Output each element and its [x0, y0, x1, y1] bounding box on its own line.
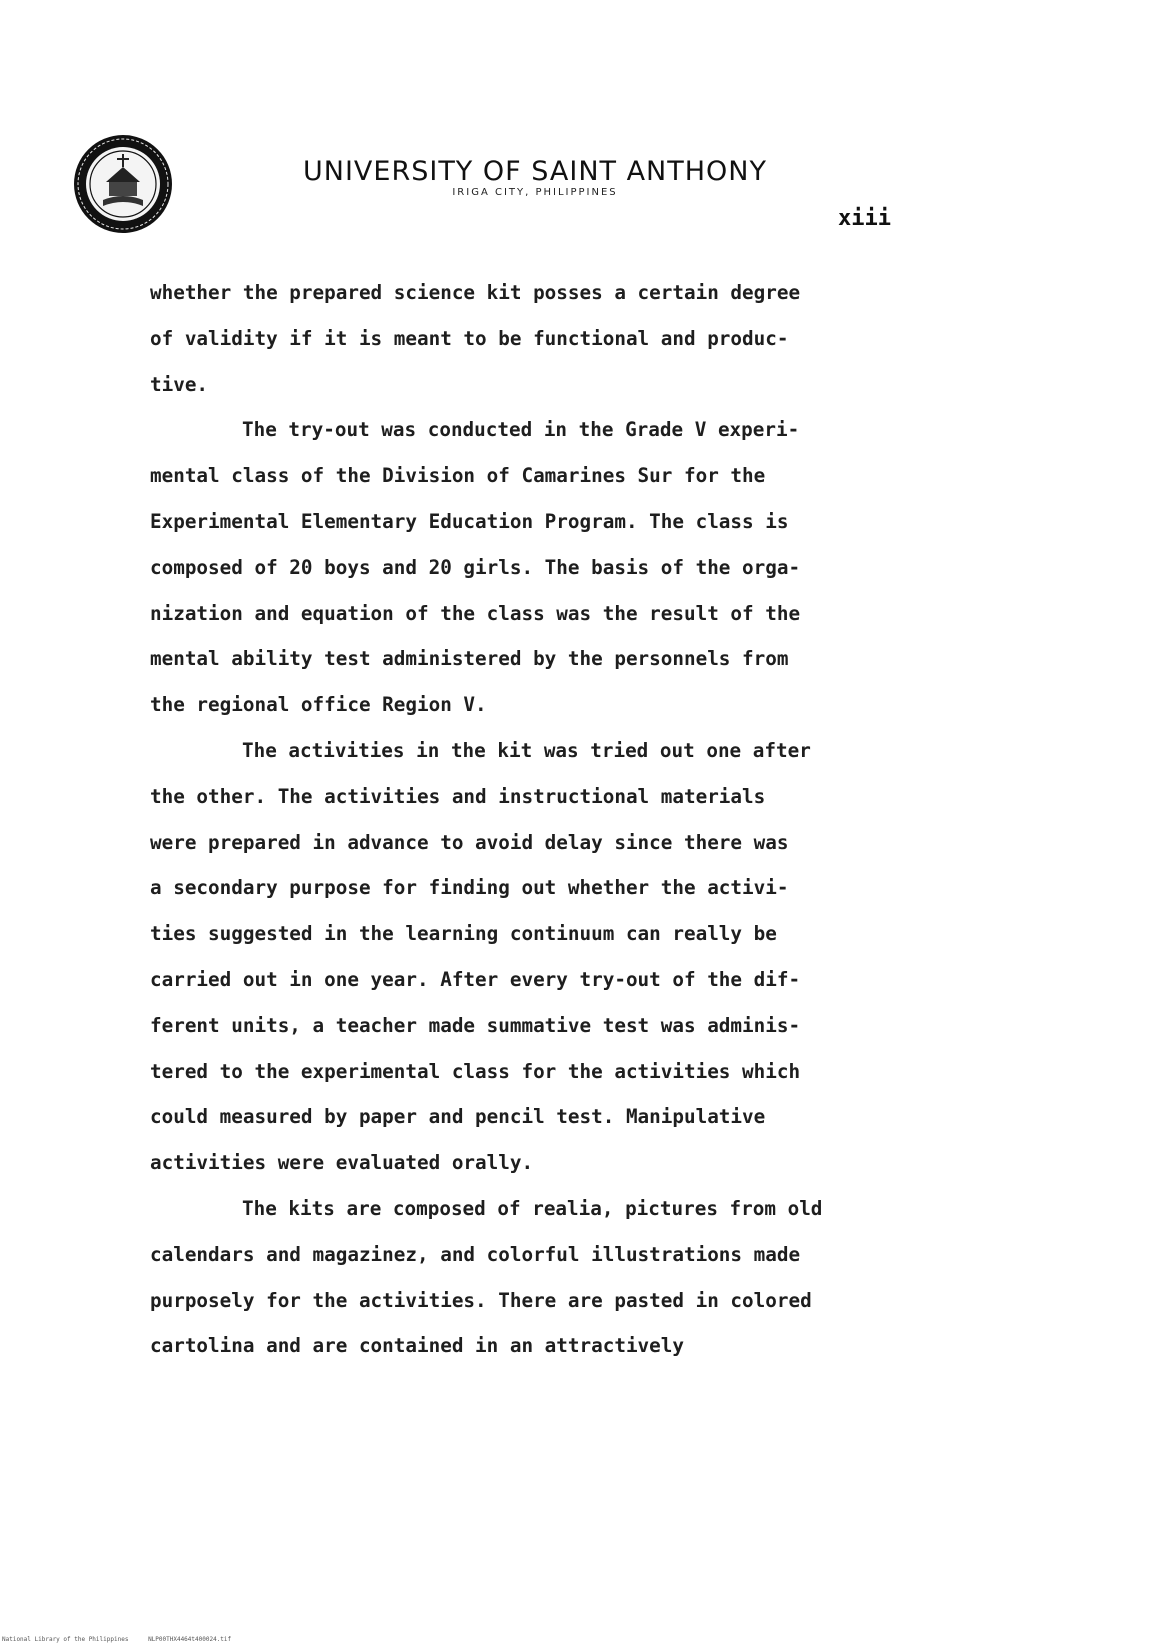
text-line: cartolina and are contained in an attractively [150, 1334, 684, 1358]
page-number: xiii [838, 206, 891, 231]
university-seal-logo [73, 134, 173, 234]
text-line: whether the prepared science kit posses a certain degree [150, 281, 801, 304]
text-line: the other. The activities and instructional materials [150, 784, 766, 808]
text-line: tive. [150, 372, 209, 396]
scan-footer [2, 1636, 231, 1643]
text-line: were prepared in advance to avoid delay since there was [150, 830, 789, 854]
text-line: ties suggested in the learning continuum can really be [150, 922, 777, 946]
text-line: mental ability test administered by the personnels from [150, 647, 789, 671]
text-line: calendars and magazinez, and colorful illustrations made [150, 1242, 801, 1266]
document-body [150, 270, 910, 1369]
text-line: carried out in one year. After every try-out of the dif- [150, 967, 801, 991]
text-line: a secondary purpose for finding out whether the activi- [150, 876, 789, 900]
text-line: activities were evaluated orally. [150, 1151, 534, 1175]
text-line: tered to the experimental class for the activities which [150, 1059, 801, 1083]
text-line: of validity if it is meant to be functional and produc- [150, 326, 789, 350]
text-line: the regional office Region V. [150, 693, 487, 717]
letterhead [300, 156, 770, 198]
text-line: The kits are composed of realia, pictures from old [242, 1196, 823, 1220]
text-line: purposely for the activities. There are pasted in colored [150, 1288, 812, 1312]
university-address: IRIGA CITY, PHILIPPINES [452, 187, 618, 198]
footer-file: NLP00THX4464t400024.tif [148, 1636, 232, 1643]
footer-source: National Library of the Philippines [2, 1636, 129, 1643]
text-line: could measured by paper and pencil test. Manipulative [150, 1105, 766, 1129]
text-line: The activities in the kit was tried out one after [242, 738, 811, 762]
text-line: composed of 20 boys and 20 girls. The basis of the orga- [150, 555, 801, 579]
university-name: UNIVERSITY OF SAINT ANTHONY [303, 156, 767, 187]
text-line: nization and equation of the class was the result of the [150, 601, 801, 625]
text-line: mental class of the Division of Camarines Sur for the [150, 464, 766, 488]
text-line: Experimental Elementary Education Program. The class is [150, 509, 789, 533]
text-line: The try-out was conducted in the Grade V experi- [242, 418, 800, 442]
text-line: ferent units, a teacher made summative test was adminis- [150, 1013, 801, 1037]
